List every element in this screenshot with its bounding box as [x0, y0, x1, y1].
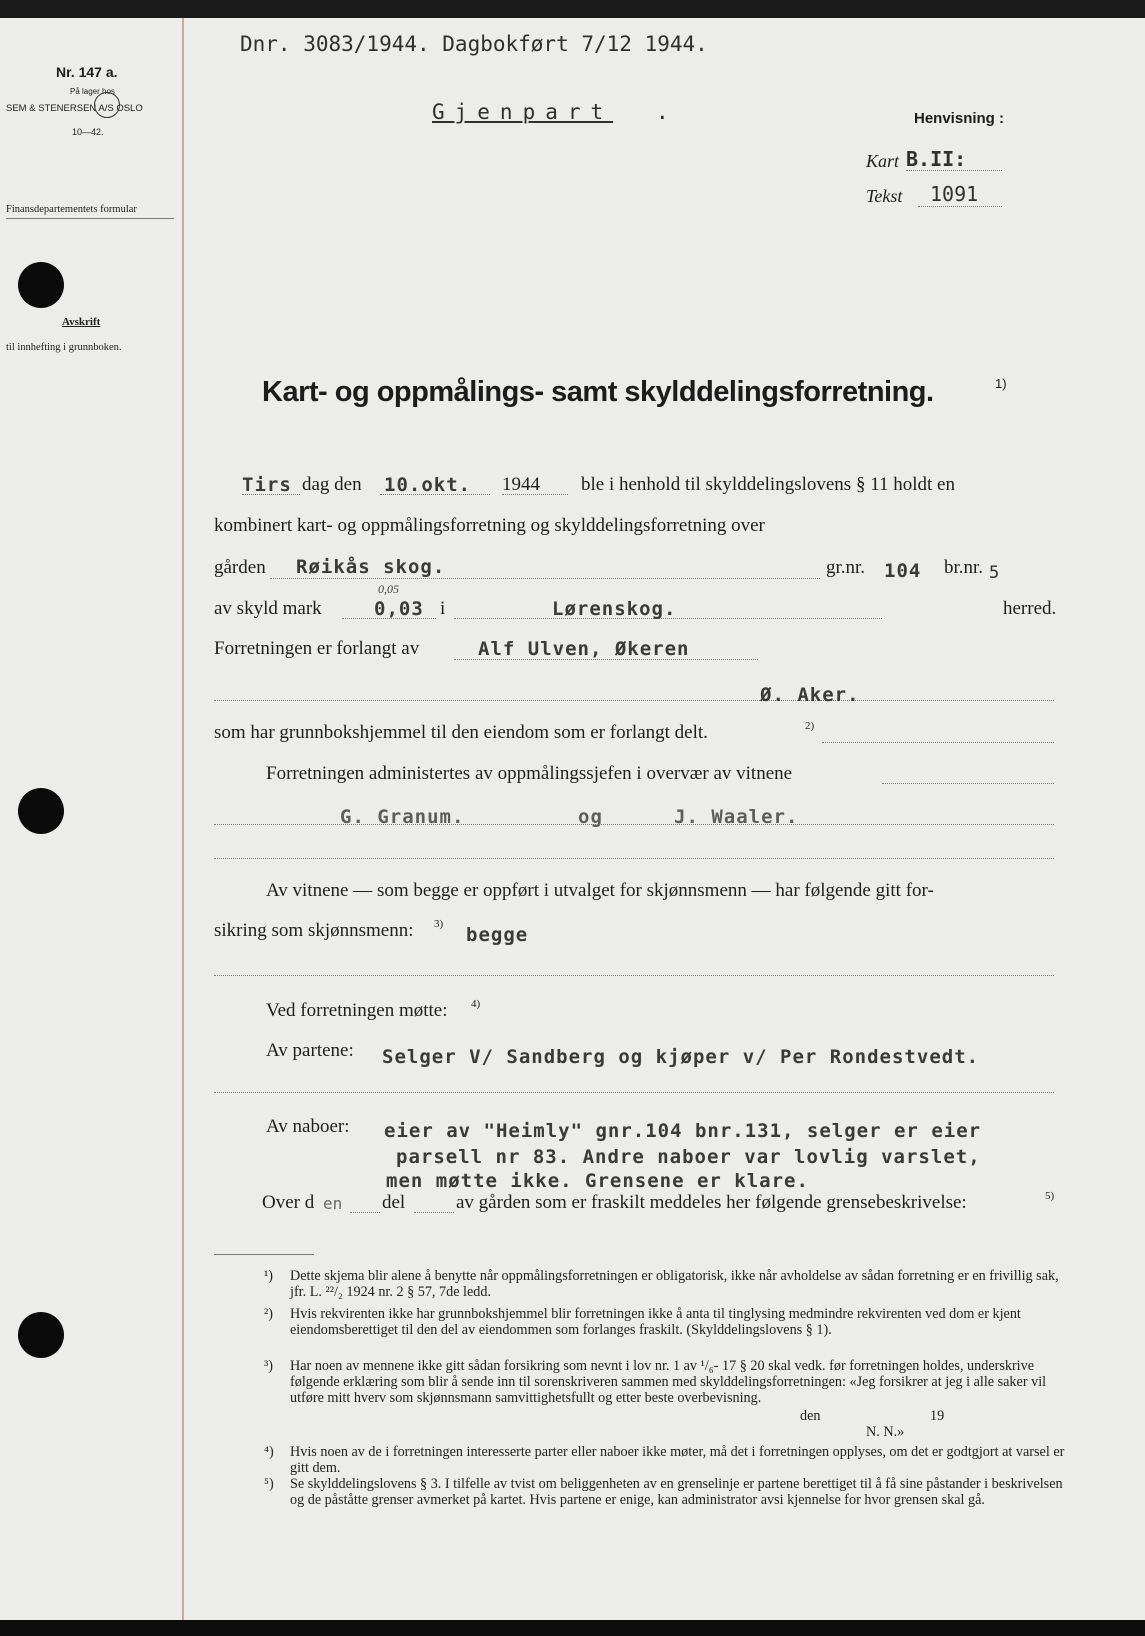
footnote-text: Hvis rekvirenten ikke har grunnbokshjemmel blir forretningen ikke å anta til tinglysing medmindre rekvirenten ved dom er kjent eiendomsberettiget til den del av eiendommen som forlanges fraskilt. (Skylddelingslovens § 1). [290, 1306, 1021, 1338]
date-line [380, 494, 490, 495]
brnr-label: br.nr. [944, 557, 984, 578]
neighbours-line-3: men møtte ikke. Grensene er klare. [386, 1170, 809, 1192]
witness-1: G. Granum. [340, 806, 465, 828]
footnote-rule [214, 1254, 314, 1255]
requested-by-label: Forretningen er forlangt av [214, 638, 420, 659]
administered-text: Forretningen administertes av oppmålingssjefen i overvær av vitnene [266, 763, 793, 784]
footnote-number: ¹) [264, 1268, 273, 1284]
form-line2: kombinert kart- og oppmålingsforretning og skylddelingsforretning over [214, 515, 765, 536]
main-title: Kart- og oppmålings- samt skylddelingsforretning. [262, 376, 934, 408]
deed-line [822, 742, 1054, 743]
parties-label: Av partene: [266, 1040, 354, 1061]
form-line1-rest: ble i henhold til skylddelingslovens § 11 holdt en [581, 474, 955, 495]
garden-label: gården [214, 557, 266, 578]
main-title-footnote-ref: 1) [995, 376, 1007, 391]
scan-bottom-edge [0, 1620, 1145, 1636]
punch-hole [18, 1312, 64, 1358]
footnote-text: Har noen av mennene ikke gitt sådan forsikring som nevnt i lov nr. 1 av ¹/₆- 17 § 20 skal vedk. før forretningen holdes, underskrive følgende erklæring som blir å sende inn til sorenskriveren sammen med skylddelingsforretningen: «Jeg forsikrer at jeg i alle saker vil utføre mitt hverv som skjønnsmann samvittighetsfullt og etter beste overbevisning. [290, 1358, 1047, 1406]
del-line [414, 1212, 454, 1213]
footnote-5 [264, 1476, 1074, 1524]
footnote-3-year: 19 [930, 1408, 945, 1424]
herred-label: herred. [1003, 598, 1057, 619]
witness-2: J. Waaler. [674, 806, 799, 828]
tekst-value: 1091 [930, 182, 979, 206]
punch-hole [18, 262, 64, 308]
footnote-3 [264, 1358, 1074, 1424]
brnr-value: 5 [989, 563, 1000, 583]
scan-top-edge [0, 0, 1145, 18]
witness-line2 [214, 858, 1054, 859]
requested-by-value: Alf Ulven, Økeren [478, 638, 690, 660]
date-value: 10.okt. [384, 474, 472, 496]
publisher-seal [94, 92, 120, 118]
witness-line [214, 824, 1054, 825]
administered-line [882, 783, 1054, 784]
assessor-text-2: sikring som skjønnsmenn: [214, 920, 414, 941]
over-rest: av gården som er fraskilt meddeles her følgende grensebeskrivelse: [456, 1192, 967, 1213]
parties-value: Selger V/ Sandberg og kjøper v/ Per Rondestvedt. [382, 1046, 980, 1068]
journal-number: Dnr. 3083/1944. Dagbokført 7/12 1944. [240, 32, 708, 56]
weekday-line [242, 494, 300, 495]
neighbours-label: Av naboer: [266, 1116, 350, 1137]
over-footnote-ref: 5) [1045, 1190, 1055, 1202]
publisher-name: SEM & STENERSEN A/S OSLO [6, 103, 143, 114]
assessor-line [214, 975, 1054, 976]
avskrift-label: Avskrift [62, 316, 101, 328]
requested-by-value2: Ø. Aker. [760, 684, 860, 706]
del-label: del [382, 1192, 406, 1213]
attended-footnote-ref: 4) [471, 998, 481, 1010]
punch-hole [18, 788, 64, 834]
avskrift-sub: til innhefting i grunnboken. [6, 342, 122, 353]
footnote-1 [264, 1268, 1074, 1300]
footnote-text: Dette skjema blir alene å benytte når oppmålingsforretningen er obligatorisk, ikke når avholdelse av sådan forretning er en frivillig sak, jfr. L. ²²/₂ 1924 nr. 2 § 57, 7de ledd. [290, 1268, 1059, 1300]
footnote-3-signature: N. N.» [866, 1424, 905, 1440]
footnote-text: Se skylddelingslovens § 3. I tilfelle av tvist om beliggenheten av en grenselinje er partene berettiget til å få sine påstander i beskrivelsen og de påståtte grenser avmerket på kartet. Hvis partene er enige, kan administrator avsi kjennelse for hvor grensen skal gå. [290, 1476, 1063, 1508]
requested-by-line2 [214, 700, 1054, 701]
skyld-value: 0,03 [374, 598, 424, 620]
deed-text: som har grunnbokshjemmel til den eiendom som er forlangt delt. [214, 722, 708, 743]
margin-line [182, 18, 184, 1620]
attended-label: Ved forretningen møtte: [266, 1000, 448, 1021]
over-value: en [323, 1194, 343, 1213]
assessor-value: begge [466, 924, 529, 946]
neighbours-line-2: parsell nr 83. Andre naboer var lovlig varslet, [396, 1146, 981, 1168]
kart-value: B.II: [906, 147, 967, 171]
footnote-4 [264, 1444, 1074, 1476]
gjenpart-dot: . [656, 100, 669, 124]
formular-label: Finansdepartementets formular [6, 204, 137, 215]
skyld-i-label: i [440, 598, 446, 619]
year-value: 1944 [502, 474, 540, 495]
grnr-label: gr.nr. [826, 557, 866, 578]
skyld-label: av skyld mark [214, 598, 322, 619]
tekst-line [918, 206, 1002, 207]
divider [6, 218, 174, 219]
footnote-2 [264, 1306, 1074, 1354]
herred-value: Lørenskog. [552, 598, 677, 620]
garden-value: Røikås skog. [296, 556, 446, 578]
parties-line [214, 1092, 1054, 1093]
footnote-number: ⁵) [264, 1476, 274, 1492]
over-label: Over d [262, 1192, 315, 1213]
footnote-text: Hvis noen av de i forretningen interesserte parter eller naboer ikke møter, må det i forretningen opplyses, om det er godtgjort at varsel er gitt dem. [290, 1444, 1065, 1476]
witness-and: og [578, 806, 603, 828]
form-number: Nr. 147 a. [56, 64, 118, 80]
skyld-hand-note: 0,05 [378, 582, 399, 596]
garden-line [270, 578, 820, 579]
footnote-number: ²) [264, 1306, 273, 1322]
footnote-3-den: den [800, 1408, 821, 1424]
weekday-value: Tirs [242, 474, 292, 496]
reference-title: Henvisning : [914, 110, 1005, 127]
deed-footnote-ref: 2) [805, 720, 815, 732]
year-line [502, 494, 568, 495]
gjenpart-heading: Gjenpart [432, 100, 614, 124]
grnr-value: 104 [884, 560, 922, 582]
tekst-label: Tekst [866, 186, 903, 206]
assessor-text-1: Av vitnene — som begge er oppført i utvalget for skjønnsmenn — har følgende gitt for- [266, 880, 934, 901]
footnote-number: ³) [264, 1358, 273, 1374]
over-line [350, 1212, 380, 1213]
dag-den-label: dag den [302, 474, 362, 495]
assessor-footnote-ref: 3) [434, 918, 444, 930]
kart-label: Kart [866, 151, 900, 171]
neighbours-line-1: eier av "Heimly" gnr.104 bnr.131, selger er eier [384, 1120, 982, 1142]
footnote-number: ⁴) [264, 1444, 274, 1460]
publisher-date: 10—42. [72, 127, 104, 137]
publisher-line: På lager hos [70, 87, 115, 96]
